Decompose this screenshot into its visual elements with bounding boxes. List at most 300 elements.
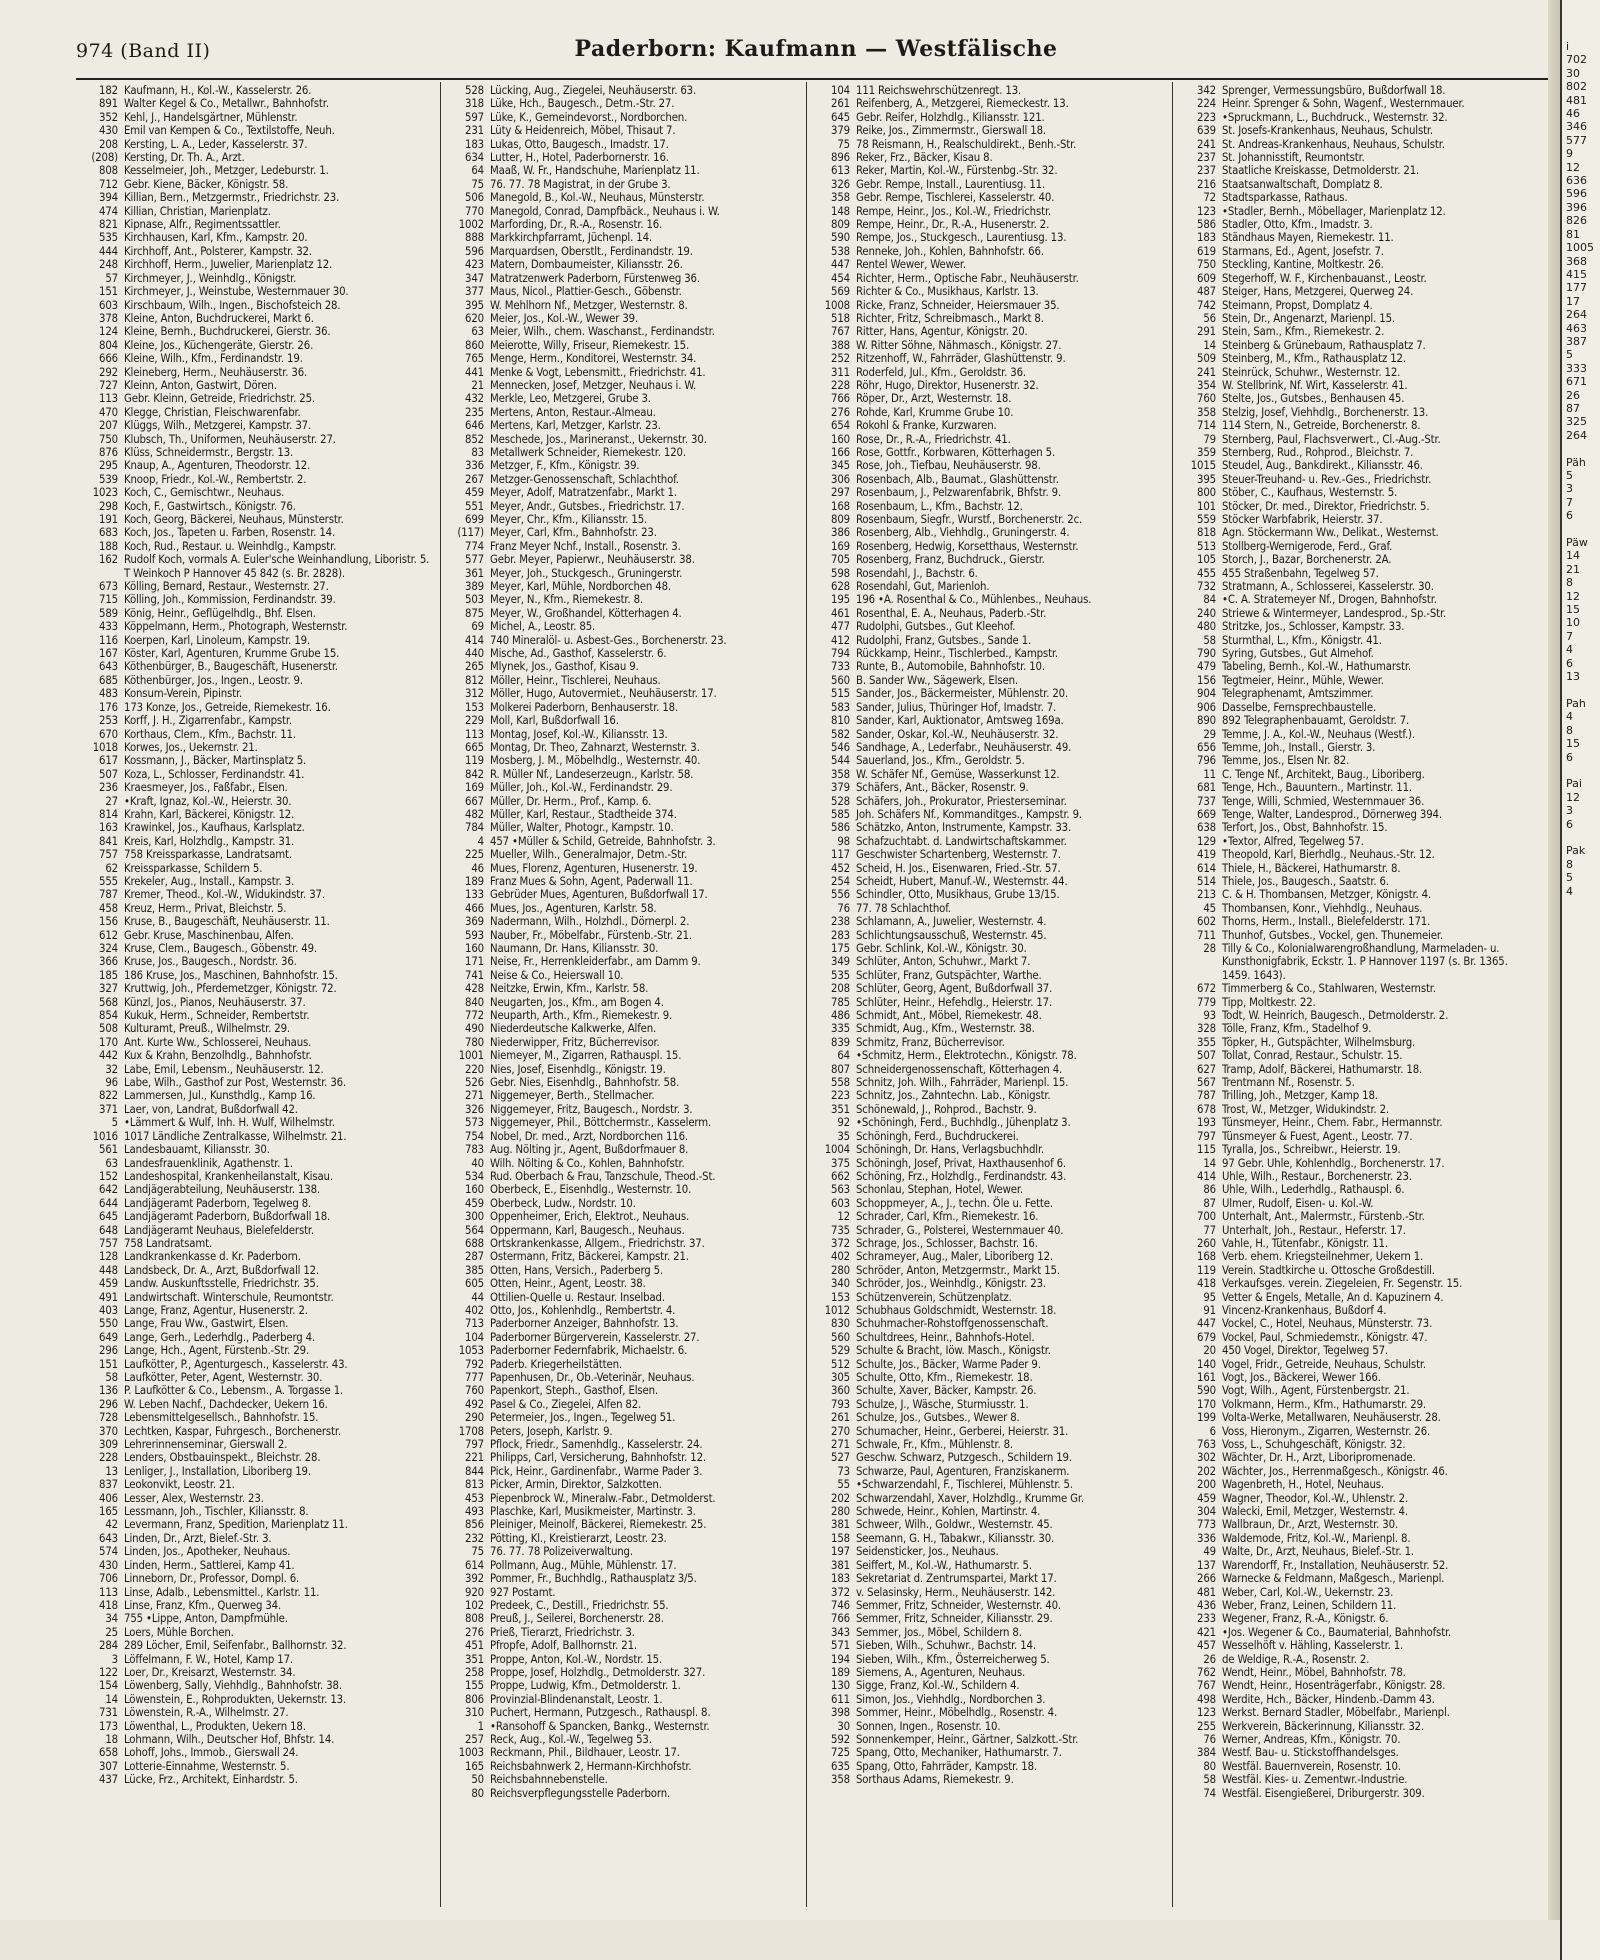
phone-number: 113: [99, 1585, 118, 1599]
phone-number: 168: [1197, 1250, 1216, 1264]
directory-entry: [1178, 1103, 1533, 1116]
phone-number: 12: [837, 1210, 850, 1224]
phone-number: 403: [99, 1303, 118, 1317]
phone-number: 123: [1197, 204, 1216, 218]
directory-entry: [80, 231, 435, 244]
directory-entry: [446, 687, 801, 700]
phone-number: 58: [1203, 633, 1216, 647]
directory-entry: [80, 1277, 435, 1290]
directory-entry: [1178, 178, 1533, 191]
entry-text: Schöning, Frz., Holzhdlg., Ferdinandstr. 43.: [856, 1169, 1067, 1183]
directory-entry: [1178, 1344, 1533, 1357]
entry-text: Stollberg-Wernigerode, Ferd., Graf.: [1222, 539, 1393, 553]
directory-entry: [446, 540, 801, 553]
phone-number: 665: [465, 740, 484, 754]
phone-number: 347: [465, 271, 484, 285]
directory-entry: [812, 178, 1167, 191]
directory-entry: [446, 593, 801, 606]
phone-number: 63: [471, 325, 484, 339]
entry-text: Ständhaus Mayen, Riemekestr. 11.: [1222, 231, 1394, 245]
directory-entry: [1178, 1022, 1533, 1035]
phone-number: 688: [465, 1236, 484, 1250]
entry-text: Ant. Kurte Ww., Schlosserei, Neuhaus.: [124, 1035, 312, 1049]
entry-text: Niederwipper, Fritz, Bücherrevisor.: [490, 1035, 660, 1049]
entry-text: Landsbeck, Dr. A., Arzt, Bußdorfwall 12.: [124, 1263, 320, 1277]
entry-text: Labe, Emil, Lebensm., Neuhäuserstr. 12.: [124, 1062, 324, 1076]
directory-entry: [446, 245, 801, 258]
entry-text: Theopold, Karl, Bierhdlg., Neuhaus.-Str. 12.: [1222, 848, 1435, 862]
header-rule: [76, 78, 1556, 80]
entry-text: Linden, Dr., Arzt, Bielef.-Str. 3.: [124, 1531, 272, 1545]
directory-entry: [446, 1451, 801, 1464]
directory-entry: [446, 138, 801, 151]
phone-number: 757: [99, 1236, 118, 1250]
phone-number: 508: [99, 1022, 118, 1036]
entry-text: Koch, Georg, Bäckerei, Neuhaus, Münsterstr.: [124, 513, 344, 526]
entry-text: v. Selasinsky, Herm., Neuhäuserstr. 142.: [856, 1585, 1056, 1599]
directory-entry: [80, 741, 435, 754]
entry-text: Neise, Fr., Herrenkleiderfabr., am Damm 9.: [490, 955, 701, 969]
column-divider: [1172, 82, 1173, 1907]
phone-number: 474: [99, 204, 118, 218]
entry-text: Steudel, Aug., Bankdirekt., Kiliansstr. 46.: [1222, 459, 1423, 473]
phone-number: 80: [471, 1786, 484, 1800]
phone-number: 324: [99, 942, 118, 955]
phone-number: 6: [1209, 1424, 1216, 1438]
adjacent-page-fragment: 5: [1566, 871, 1573, 885]
phone-number: 75: [471, 1545, 484, 1559]
directory-entry: [446, 352, 801, 365]
entry-text: Kukuk, Herm., Schneider, Rembertstr.: [124, 1009, 310, 1023]
phone-number: 163: [99, 821, 118, 835]
phone-number: 598: [831, 566, 850, 580]
directory-entry: [812, 821, 1167, 834]
phone-number: 265: [465, 660, 484, 674]
directory-entry: [80, 1425, 435, 1438]
page-title: Paderborn: Kaufmann — Westfälische: [574, 36, 1058, 62]
directory-entry: [446, 969, 801, 982]
phone-number: 225: [465, 848, 484, 862]
phone-number: 104: [465, 1330, 484, 1344]
directory-entry: [1178, 325, 1533, 338]
phone-number: 841: [99, 834, 118, 848]
entry-text: Rudolf Koch, vormals A. Euler'sche Weinhandlung, Liboristr. 5. T Weinkoch P Hannover 45 842 (s. Br. 2828).: [124, 553, 430, 580]
entry-text: Richter, Fritz, Schreibmasch., Markt 8.: [856, 311, 1044, 325]
phone-number: 87: [1203, 1196, 1216, 1210]
directory-entry: [446, 1492, 801, 1505]
directory-entry: [446, 285, 801, 298]
phone-number: 685: [99, 673, 118, 687]
adjacent-page-fragment: 5: [1566, 348, 1573, 362]
phone-number: 216: [1197, 177, 1216, 191]
adjacent-page-fragment: 463: [1566, 321, 1587, 335]
directory-entry: [812, 1465, 1167, 1478]
directory-entry: [812, 419, 1167, 432]
directory-entry: [446, 902, 801, 915]
phone-number: 191: [99, 513, 118, 526]
phone-number: 50: [471, 1773, 484, 1787]
phone-number: 712: [99, 177, 118, 191]
directory-entry: [1178, 929, 1533, 942]
directory-entry: [80, 848, 435, 861]
phone-number: 518: [831, 311, 850, 325]
entry-text: Klüss, Schneidermstr., Bergstr. 13.: [124, 445, 294, 459]
entry-text: Koza, L., Schlosser, Ferdinandstr. 41.: [124, 767, 305, 781]
directory-entry: [812, 1545, 1167, 1558]
entry-text: Knoop, Friedr., Kol.-W., Rembertstr. 2.: [124, 472, 307, 486]
directory-entry: [1178, 714, 1533, 727]
directory-entry: [80, 996, 435, 1009]
entry-text: Walte, Dr., Arzt, Neuhaus, Bielef.-Str. 1.: [1222, 1545, 1414, 1559]
phone-number: 102: [465, 1598, 484, 1612]
directory-entry: [446, 272, 801, 285]
directory-entry: [446, 379, 801, 392]
directory-entry: [1178, 1224, 1533, 1237]
entry-text: Vockel, Paul, Schmiedemstr., Königstr. 47.: [1222, 1330, 1428, 1344]
phone-number: 287: [465, 1250, 484, 1264]
entry-text: Marfording, Dr., R.-A., Rosenstr. 16.: [490, 218, 663, 232]
phone-number: 856: [465, 1518, 484, 1532]
phone-number: 564: [465, 1223, 484, 1237]
entry-text: Lesser, Alex, Westernstr. 23.: [124, 1491, 264, 1505]
directory-entry: [446, 1398, 801, 1411]
phone-number: 238: [831, 915, 850, 929]
phone-number: 123: [1197, 1706, 1216, 1720]
directory-entry: [812, 915, 1167, 928]
phone-number: 514: [1197, 874, 1216, 888]
entry-text: Koch, C., Gemischtwr., Neuhaus.: [124, 486, 285, 500]
entry-text: Emil van Kempen & Co., Textilstoffe, Neuh.: [124, 124, 335, 138]
phone-number: 237: [1197, 151, 1216, 165]
directory-entry: [80, 1210, 435, 1223]
phone-number: 75: [471, 177, 484, 191]
entry-text: 927 Postamt.: [490, 1585, 556, 1599]
entry-text: Stöber, C., Kaufhaus, Westernstr. 5.: [1222, 486, 1398, 500]
phone-number: 447: [831, 258, 850, 272]
phone-number: 300: [465, 1210, 484, 1224]
phone-number: 75: [837, 137, 850, 151]
directory-entry: [80, 701, 435, 714]
phone-number: 732: [1197, 580, 1216, 594]
directory-entry: [446, 1773, 801, 1786]
phone-number: 233: [1197, 1612, 1216, 1626]
directory-entry: [1178, 593, 1533, 606]
phone-number: 395: [465, 298, 484, 312]
phone-number: 72: [1203, 191, 1216, 205]
entry-text: Thombansen, Konr., Viehhdlg., Neuhaus.: [1222, 901, 1423, 915]
phone-number: 649: [99, 1330, 118, 1344]
adjacent-page-fragment: [1562, 684, 1600, 697]
directory-entry: [446, 1089, 801, 1102]
entry-text: Reichsbahnnebenstelle.: [490, 1773, 608, 1787]
entry-text: Tenge, Hch., Bauuntern., Martinstr. 11.: [1222, 781, 1412, 795]
entry-text: Schlichtungsausschuß, Westernstr. 45.: [856, 928, 1047, 942]
phone-number: 773: [1197, 1518, 1216, 1532]
phone-number: 672: [1197, 982, 1216, 996]
entry-text: Schulte, Otto, Kfm., Riemekestr. 18.: [856, 1371, 1033, 1384]
entry-text: Wächter, Jos., Herrenmaßgesch., Königstr. 46.: [1222, 1464, 1448, 1478]
phone-number: 378: [99, 311, 118, 325]
directory-entry: [1178, 1210, 1533, 1223]
directory-entry: [1178, 607, 1533, 620]
entry-text: Steimann, Propst, Domplatz 4.: [1222, 298, 1373, 312]
directory-entry: [80, 1344, 435, 1357]
entry-text: Schäfers, Joh., Prokurator, Priesterseminar.: [856, 794, 1067, 808]
adjacent-page-fragment: 15: [1566, 737, 1580, 751]
directory-entry: [446, 888, 801, 901]
directory-entry: [1178, 419, 1533, 432]
phone-number: 453: [465, 1491, 484, 1505]
directory-entry: [80, 835, 435, 848]
directory-entry: [1178, 808, 1533, 821]
phone-number: 713: [465, 1317, 484, 1331]
phone-number: 830: [831, 1317, 850, 1331]
entry-text: Striewe & Wintermeyer, Landesprod., Sp.-Str.: [1222, 606, 1447, 620]
phone-number: 528: [465, 84, 484, 97]
directory-entry: [812, 1773, 1167, 1786]
directory-entry: [80, 634, 435, 647]
entry-text: Stratmann, A., Schlosserei, Kasselerstr. 30.: [1222, 580, 1434, 594]
phone-number: 550: [99, 1317, 118, 1331]
phone-number: 611: [831, 1692, 850, 1706]
entry-text: Kersting, Dr. Th. A., Arzt.: [124, 151, 245, 165]
directory-entry: [1178, 1411, 1533, 1424]
phone-number: 561: [99, 1143, 118, 1157]
directory-entry: [812, 1344, 1167, 1357]
entry-text: Montag, Dr. Theo, Zahnarzt, Westernstr. 3.: [490, 740, 700, 754]
directory-entry: [446, 1197, 801, 1210]
phone-number: 83: [471, 445, 484, 459]
entry-text: Werdite, Hch., Bäcker, Hindenb.-Damm 43.: [1222, 1692, 1435, 1706]
phone-number: 386: [831, 526, 850, 540]
entry-text: W. Ritter Söhne, Nähmasch., Königstr. 27.: [856, 338, 1062, 352]
directory-entry: [812, 741, 1167, 754]
phone-number: 155: [465, 1679, 484, 1693]
entry-text: Thiele, H., Bäckerei, Hathumarstr. 8.: [1222, 861, 1401, 875]
phone-number: 441: [465, 365, 484, 379]
entry-text: Koch, F., Gastwirtsch., Königstr. 76.: [124, 499, 296, 513]
phone-number: 699: [465, 513, 484, 526]
phone-number: 302: [1197, 1451, 1216, 1465]
entry-text: Marquardsen, Oberstlt., Ferdinandstr. 19.: [490, 244, 693, 258]
phone-number: 276: [465, 1625, 484, 1639]
entry-text: Tyralla, Jos., Schreibwr., Heierstr. 19.: [1222, 1143, 1401, 1157]
phone-number: 189: [465, 874, 484, 888]
entry-text: Koch, Rud., Restaur. u. Weinhdlg., Kampstr.: [124, 539, 337, 553]
phone-number: 398: [831, 1706, 850, 1720]
phone-number: 136: [99, 1384, 118, 1398]
adjacent-page-fragment: 5: [1566, 469, 1573, 482]
phone-number: 27: [105, 794, 118, 808]
directory-entry: [446, 1532, 801, 1545]
directory-entry: [1178, 1291, 1533, 1304]
entry-text: Gebr. Nies, Eisenhdlg., Bahnhofstr. 58.: [490, 1076, 680, 1090]
directory-entry: [1178, 821, 1533, 834]
entry-text: Ritter, Hans, Agentur, Königstr. 20.: [856, 325, 1028, 339]
entry-text: Laufkötter, Peter, Agent, Westernstr. 30.: [124, 1371, 323, 1384]
phone-number: 683: [99, 526, 118, 540]
phone-number: 512: [831, 1357, 850, 1371]
entry-text: Linden, Jos., Apotheker, Neuhaus.: [124, 1545, 291, 1559]
phone-number: 673: [99, 580, 118, 594]
entry-text: Sander, Jos., Bäckermeister, Mühlenstr. 20.: [856, 687, 1069, 701]
directory-entry: [1178, 258, 1533, 271]
entry-text: Franz Meyer Nchf., Install., Rosenstr. 3.: [490, 539, 681, 553]
phone-number: 757: [99, 848, 118, 862]
entry-text: Loer, Dr., Kreisarzt, Westernstr. 34.: [124, 1665, 296, 1679]
phone-number: 418: [1197, 1277, 1216, 1291]
directory-entry: [446, 205, 801, 218]
directory-entry: [1178, 1746, 1533, 1759]
entry-text: Manegold, B., Kol.-W., Neuhaus, Münsterstr.: [490, 191, 705, 205]
phone-number: 336: [1197, 1531, 1216, 1545]
directory-entry: [1178, 339, 1533, 352]
phone-number: 800: [1197, 486, 1216, 500]
entry-text: Schulze, Jos., Gutsbes., Wewer 8.: [856, 1411, 1020, 1425]
directory-entry: [80, 513, 435, 526]
entry-text: 450 Vogel, Direktor, Tegelweg 57.: [1222, 1344, 1388, 1358]
phone-number: 432: [465, 392, 484, 406]
phone-number: 763: [1197, 1438, 1216, 1452]
entry-text: Schonlau, Stephan, Hotel, Wewer.: [856, 1183, 1023, 1197]
directory-entry: [1178, 513, 1533, 526]
adjacent-page-fragment: 3: [1566, 804, 1573, 818]
directory-entry: [1178, 1773, 1533, 1786]
entry-text: Tipp, Moltkestr. 22.: [1222, 995, 1316, 1009]
phone-number: 642: [99, 1183, 118, 1197]
phone-number: 175: [831, 942, 850, 955]
directory-entry: [812, 513, 1167, 526]
phone-number: 785: [831, 995, 850, 1009]
entry-text: Simon, Jos., Viehhdlg., Nordborchen 3.: [856, 1692, 1046, 1706]
entry-text: Trentmann Nf., Rosenstr. 5.: [1222, 1076, 1355, 1090]
phone-number: 678: [1197, 1102, 1216, 1116]
phone-number: 735: [831, 1223, 850, 1237]
phone-number: 461: [831, 606, 850, 620]
entry-text: Gebr. Meyer, Papierwr., Neuhäuserstr. 38.: [490, 553, 695, 567]
adjacent-page-fragment: 596: [1566, 187, 1587, 201]
phone-number: 208: [99, 137, 118, 151]
phone-number: 379: [831, 124, 850, 138]
entry-text: Lange, Franz, Agentur, Husenerstr. 2.: [124, 1303, 308, 1317]
directory-entry: [1178, 1760, 1533, 1773]
phone-number: 715: [99, 593, 118, 607]
directory-entry: [812, 593, 1167, 606]
phone-number: 437: [99, 1773, 118, 1787]
phone-number: 358: [1197, 405, 1216, 419]
phone-number: 355: [1197, 1035, 1216, 1049]
entry-text: Schrader, G., Polsterei, Westernmauer 40.: [856, 1223, 1064, 1237]
phone-number: 419: [1197, 848, 1216, 862]
phone-number: 44: [471, 1290, 484, 1304]
phone-number: 762: [1197, 1665, 1216, 1679]
entry-text: Markkirchpfarramt, Jüchenpl. 14.: [490, 231, 652, 245]
directory-entry: [1178, 1063, 1533, 1076]
entry-text: Rempe, Heinr., Jos., Kol.-W., Friedrichstr.: [856, 204, 1052, 218]
directory-entry: [1178, 540, 1533, 553]
entry-text: •Spruckmann, L., Buchdruck., Westernstr. 32.: [1222, 110, 1448, 124]
phone-number: 297: [831, 486, 850, 500]
entry-text: Richter & Co., Musikhaus, Karlstr. 13.: [856, 285, 1039, 299]
phone-number: 377: [465, 285, 484, 299]
entry-text: Landesfrauenklinik, Agathenstr. 1.: [124, 1156, 293, 1170]
directory-entry: [446, 647, 801, 660]
phone-number: 182: [99, 84, 118, 97]
directory-entry: [812, 1291, 1167, 1304]
entry-text: Kirchhoff, Herm., Juwelier, Marienplatz 12.: [124, 258, 333, 272]
phone-number: 92: [837, 1116, 850, 1130]
entry-text: Piepenbrock W., Mineralw.-Fabr., Detmolderst.: [490, 1491, 716, 1505]
phone-number: 310: [465, 1706, 484, 1720]
entry-text: Rosenbaum, L., Kfm., Bachstr. 12.: [856, 499, 1023, 513]
directory-entry: [80, 942, 435, 955]
phone-number: 779: [1197, 995, 1216, 1009]
phone-number: 104: [831, 84, 850, 97]
directory-entry: [80, 1264, 435, 1277]
directory-entry: [1178, 285, 1533, 298]
phone-number: 479: [1197, 660, 1216, 674]
directory-entry: [1178, 459, 1533, 472]
entry-text: Ritzenhoff, W., Fahrräder, Glashüttenstr. 9.: [856, 352, 1066, 366]
directory-entry: [1178, 1612, 1533, 1625]
phone-number: 444: [99, 244, 118, 258]
phone-number: 770: [465, 204, 484, 218]
directory-entry: [1178, 1143, 1533, 1156]
entry-text: Kleine, Bernh., Buchdruckerei, Gierstr. 36.: [124, 325, 331, 339]
directory-entry: [812, 1505, 1167, 1518]
directory-entry: [446, 392, 801, 405]
phone-number: 351: [465, 1652, 484, 1666]
directory-column-4: [1178, 84, 1533, 1904]
phone-number: 602: [1197, 915, 1216, 929]
entry-text: Lange, Gerh., Lederhdlg., Paderberg 4.: [124, 1330, 316, 1344]
directory-entry: [812, 647, 1167, 660]
entry-text: W. Leben Nachf., Dachdecker, Uekern 16.: [124, 1397, 328, 1411]
directory-entry: [1178, 1787, 1533, 1800]
entry-text: Michel, A., Leostr. 85.: [490, 620, 596, 634]
phone-number: 389: [465, 580, 484, 594]
adjacent-page-fragment: Pah: [1566, 696, 1586, 710]
directory-entry: [812, 1063, 1167, 1076]
phone-number: 535: [99, 231, 118, 245]
directory-entry: [812, 634, 1167, 647]
phone-number: 392: [465, 1572, 484, 1586]
phone-number: 727: [99, 378, 118, 392]
entry-text: Kleine, Anton, Buchdruckerei, Markt 6.: [124, 311, 314, 325]
phone-number: 328: [1197, 1022, 1216, 1036]
directory-entry: [80, 862, 435, 875]
adjacent-page-fragment: 481: [1566, 93, 1587, 107]
directory-entry: [1178, 272, 1533, 285]
entry-text: Schmidt, Aug., Kfm., Westernstr. 38.: [856, 1022, 1035, 1036]
phone-number: 808: [99, 164, 118, 178]
directory-entry: [80, 888, 435, 901]
directory-entry: [1178, 701, 1533, 714]
phone-number: 480: [1197, 620, 1216, 634]
directory-column-1: [80, 84, 435, 1904]
entry-text: Lehrerinnenseminar, Gierswall 2.: [124, 1438, 288, 1452]
entry-text: Sorthaus Adams, Riemekestr. 9.: [856, 1773, 1014, 1787]
entry-text: Tramp, Adolf, Bäckerei, Hathumarstr. 18.: [1222, 1062, 1423, 1076]
entry-text: Rosenbaum, J., Pelzwarenfabrik, Bhfstr. 9.: [856, 486, 1062, 500]
directory-entry: [80, 205, 435, 218]
entry-text: Sander, Karl, Auktionator, Amtsweg 169a.: [856, 714, 1064, 728]
entry-text: •C. A. Stratemeyer Nf., Drogen, Bahnhofstr.: [1222, 593, 1437, 607]
directory-entry: [1178, 1264, 1533, 1277]
adjacent-page-fragment: 30: [1566, 66, 1580, 80]
directory-entry: [812, 1384, 1167, 1397]
phone-number: 124: [99, 325, 118, 339]
